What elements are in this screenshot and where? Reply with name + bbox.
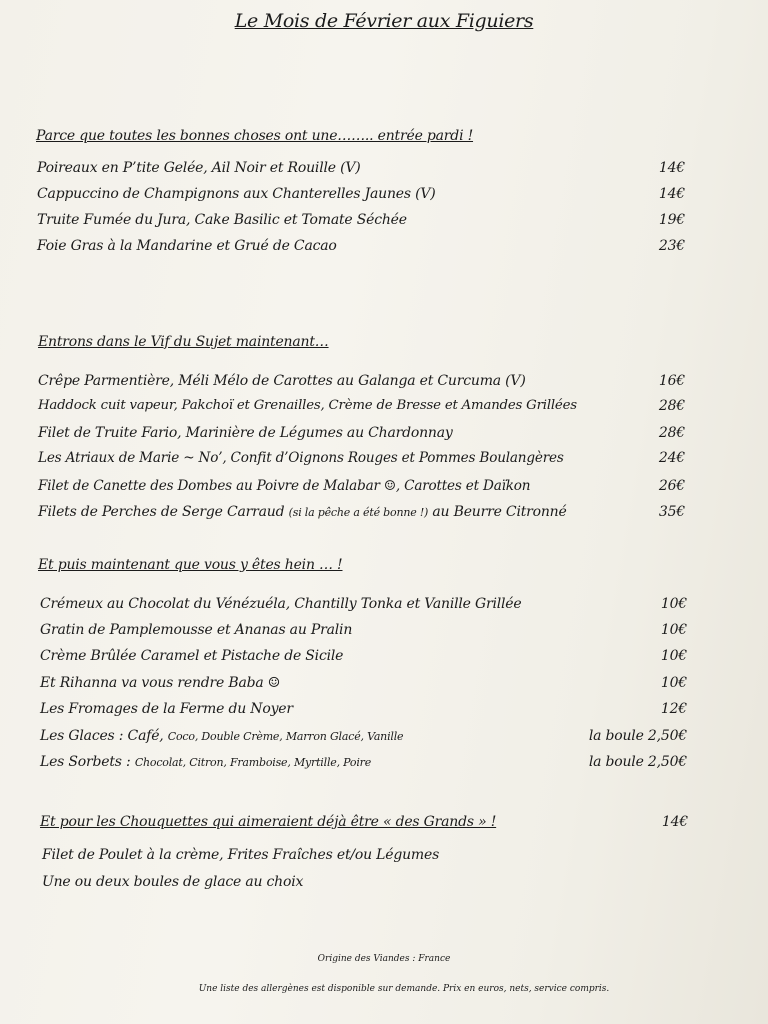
- menu-item: Et Rihanna va vous rendre Baba ☺: [40, 675, 281, 691]
- menu-item-price: 10€: [660, 596, 687, 612]
- menu-item: [40, 728, 403, 744]
- menu-item: [38, 504, 567, 520]
- menu-item-detail: Coco, Double Crème, Marron Glacé, Vanille: [167, 730, 404, 743]
- menu-item-price: 14€: [658, 186, 685, 202]
- menu-item: Les Fromages de la Ferme du Noyer: [40, 701, 293, 717]
- menu-item-price: 10€: [660, 622, 687, 638]
- section-heading-entrees: Parce que toutes les bonnes choses ont une…….. entrée pardi !: [36, 128, 474, 144]
- section-heading-plats: Entrons dans le Vif du Sujet maintenant…: [38, 334, 329, 350]
- section-heading-price: 14€: [661, 814, 688, 830]
- menu-item: Crème Brûlée Caramel et Pistache de Sicile: [40, 648, 344, 664]
- menu-item-price: 23€: [658, 238, 685, 254]
- menu-item-price: 12€: [660, 701, 687, 717]
- menu-item-price: 28€: [658, 425, 685, 441]
- menu-item: Poireaux en P’tite Gelée, Ail Noir et Rouille (V): [37, 160, 361, 176]
- menu-item: Foie Gras à la Mandarine et Grué de Cacao: [37, 238, 337, 254]
- section-heading-enfants: Et pour les Chouquettes qui aimeraient déjà être « des Grands » !: [40, 814, 497, 830]
- menu-item: Filet de Canette des Dombes au Poivre de Malabar ☺, Carottes et Daïkon: [38, 478, 531, 494]
- menu-item-price: 14€: [658, 160, 685, 176]
- menu-item-price: 10€: [660, 675, 687, 691]
- menu-item-price: la boule 2,50€: [588, 728, 687, 744]
- menu-item-price: 26€: [658, 478, 685, 494]
- menu-item-name: Les Glaces : Café,: [40, 728, 164, 744]
- menu-item: Une ou deux boules de glace au choix: [42, 874, 304, 890]
- menu-item: Filet de Poulet à la crème, Frites Fraîches et/ou Légumes: [42, 847, 440, 863]
- menu-item: Cappuccino de Champignons aux Chanterelles Jaunes (V): [37, 186, 436, 202]
- footer-origin: Origine des Viandes : France: [317, 954, 451, 964]
- menu-item: Truite Fumée du Jura, Cake Basilic et Tomate Séchée: [37, 212, 407, 228]
- menu-item-price: 28€: [658, 398, 685, 414]
- menu-item: Gratin de Pamplemousse et Ananas au Pralin: [40, 622, 353, 638]
- menu-item-detail: Chocolat, Citron, Framboise, Myrtille, Poire: [134, 756, 372, 769]
- menu-item: [40, 754, 371, 770]
- menu-item-note: (si la pêche a été bonne !): [288, 506, 429, 519]
- menu-title: Le Mois de Février aux Figuiers: [234, 10, 534, 32]
- menu-item-name-end: au Beurre Citronné: [432, 504, 567, 520]
- menu-item-name: Les Sorbets :: [40, 754, 131, 770]
- menu-item: Les Atriaux de Marie ~ No’, Confit d’Oignons Rouges et Pommes Boulangères: [38, 450, 564, 466]
- menu-item: Crémeux au Chocolat du Vénézuéla, Chantilly Tonka et Vanille Grillée: [40, 596, 522, 612]
- menu-item-price: 10€: [660, 648, 687, 664]
- menu-item: Crêpe Parmentière, Méli Mélo de Carottes au Galanga et Curcuma (V): [38, 373, 526, 389]
- menu-item-name: Filets de Perches de Serge Carraud: [38, 504, 285, 520]
- section-heading-desserts: Et puis maintenant que vous y êtes hein … !: [38, 557, 343, 573]
- menu-item: Haddock cuit vapeur, Pakchoï et Grenailles, Crème de Bresse et Amandes Grillées: [38, 398, 577, 413]
- menu-item-price: 19€: [658, 212, 685, 228]
- footer-allergens: Une liste des allergènes est disponible sur demande. Prix en euros, nets, service compris.: [198, 984, 610, 994]
- menu-item-price: 24€: [658, 450, 685, 466]
- menu-item-price: 16€: [658, 373, 685, 389]
- menu-item-price: la boule 2,50€: [588, 754, 687, 770]
- menu-item: Filet de Truite Fario, Marinière de Légumes au Chardonnay: [38, 425, 453, 441]
- menu-item-price: 35€: [658, 504, 685, 520]
